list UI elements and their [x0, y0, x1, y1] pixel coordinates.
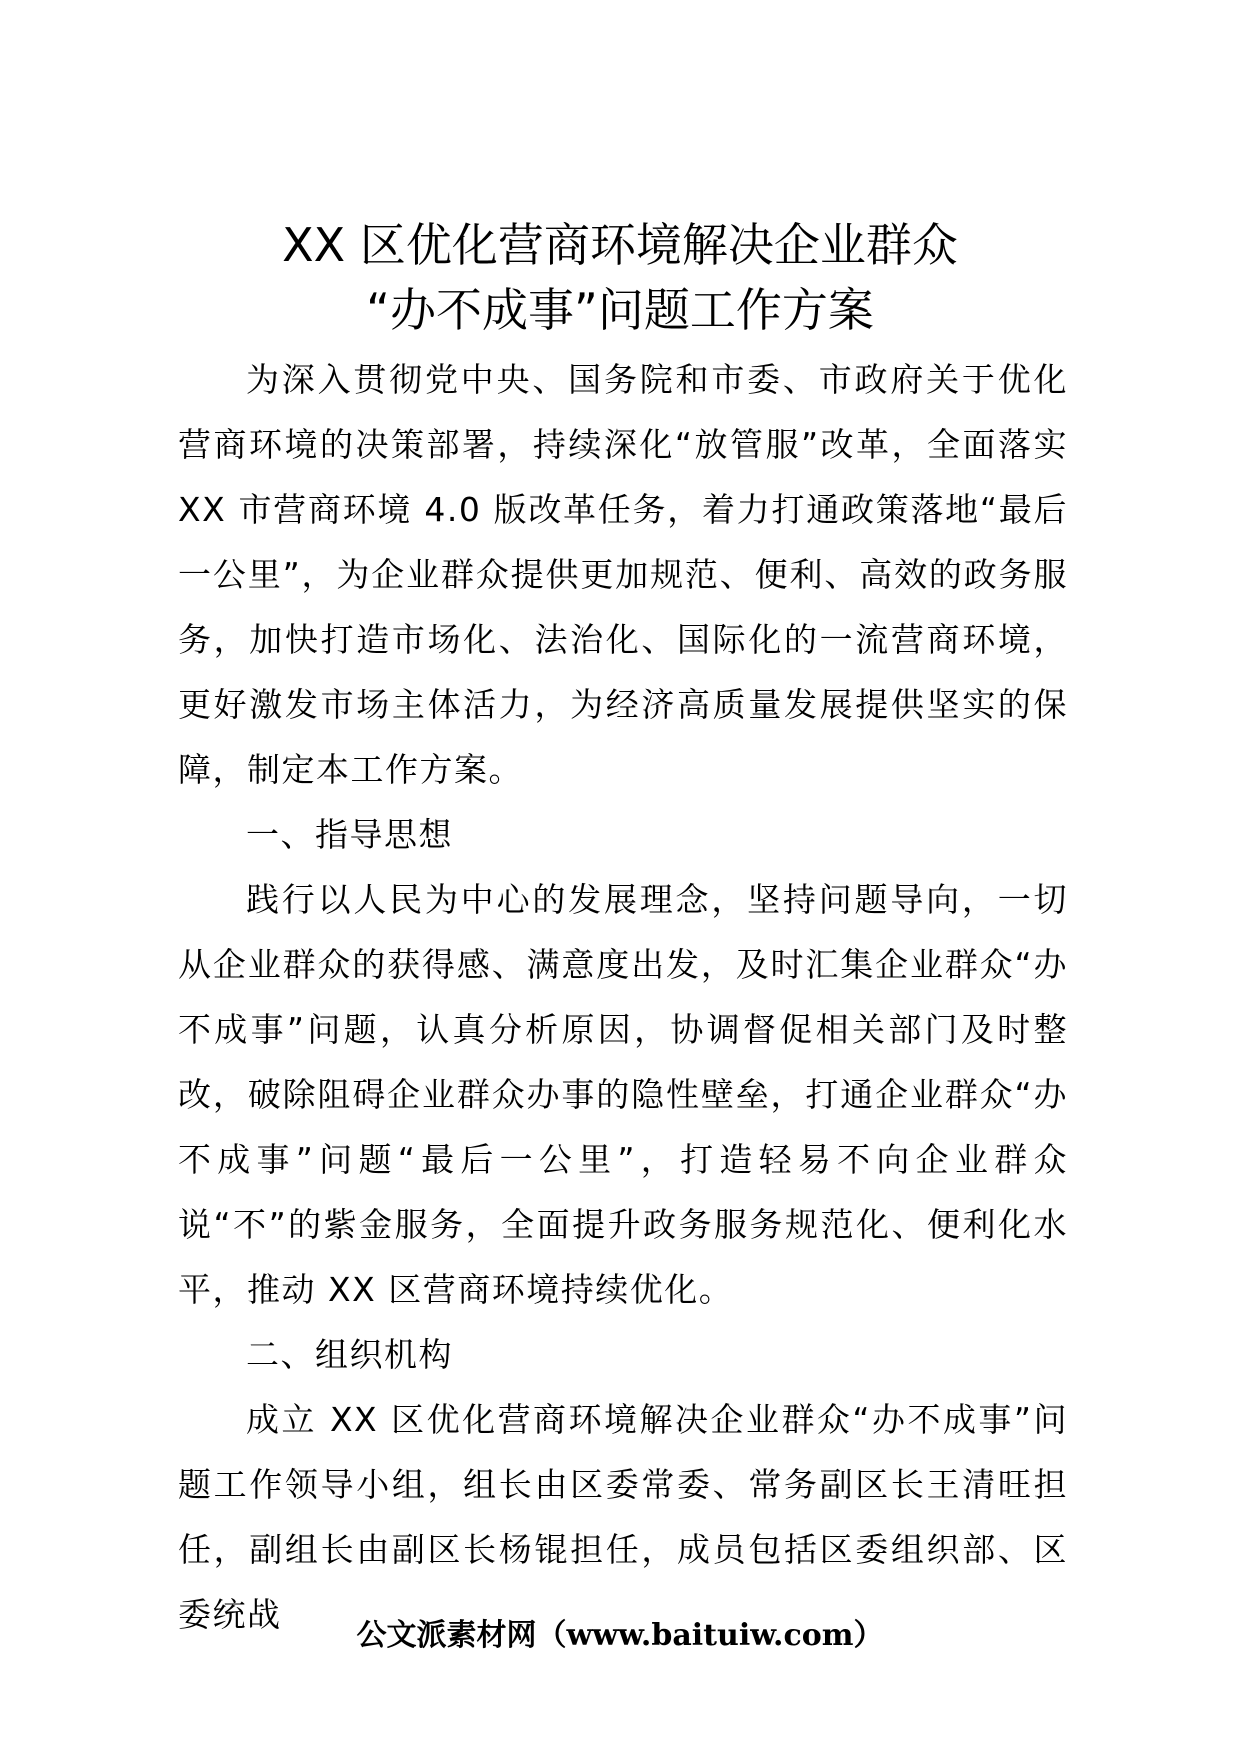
section-heading-organization: 二、组织机构	[246, 1335, 453, 1374]
document-body	[178, 347, 1068, 1647]
section-heading-guiding-ideology: 一、指导思想	[246, 815, 453, 854]
footer-watermark: 公文派素材网（www.baituiw.com）	[356, 1618, 884, 1653]
intro-paragraph: 为深入贯彻党中央、国务院和市委、市政府关于优化营商环境的决策部署，持续深化“放管服”改革，全面落实 XX 市营商环境 4.0 版改革任务，着力打通政策落地“最后一公里”，为企业群众提供更加规范、便利、高效的政务服务，加快打造市场化、法治化、国际化的一流营商环境，更好激发市场主体活力，为经济高质量发展提供坚实的保障，制定本工作方案。	[178, 360, 1068, 789]
guiding-ideology-paragraph: 践行以人民为中心的发展理念，坚持问题导向，一切从企业群众的获得感、满意度出发，及时汇集企业群众“办不成事”问题，认真分析原因，协调督促相关部门及时整改，破除阻碍企业群众办事的隐性壁垒，打通企业群众“办不成事”问题“最后一公里”，打造轻易不向企业群众说“不”的紫金服务，全面提升政务服务规范化、便利化水平，推动 XX 区营商环境持续优化。	[178, 880, 1068, 1309]
document-title-line-2: “办不成事”问题工作方案	[366, 283, 874, 337]
organization-paragraph: 成立 XX 区优化营商环境解决企业群众“办不成事”问题工作领导小组，组长由区委常委、常务副区长王清旺担任，副组长由副区长杨锟担任，成员包括区委组织部、区委统战	[178, 1400, 1068, 1634]
document-title-line-1: XX 区优化营商环境解决企业群众	[282, 218, 958, 272]
